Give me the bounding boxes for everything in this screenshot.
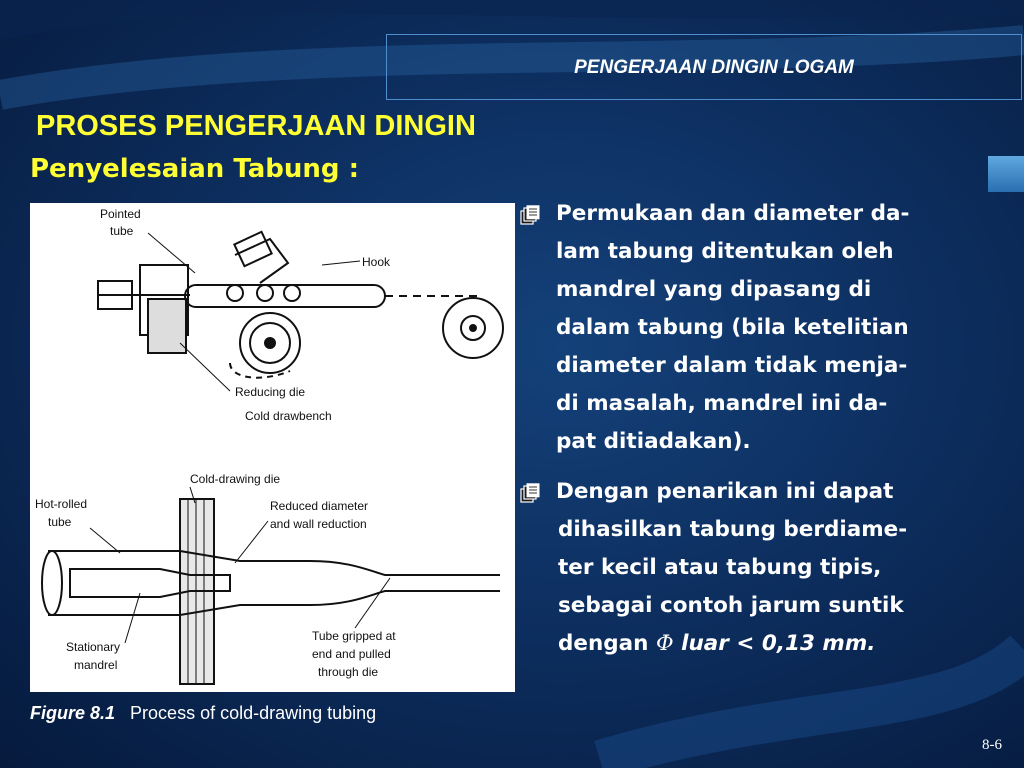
label-cold-drawing-die: Cold-drawing die bbox=[190, 472, 281, 486]
bullet-2-line-2: dihasilkan tabung berdiame- bbox=[558, 517, 908, 542]
document-stack-icon bbox=[520, 483, 540, 503]
bullet-item-1 bbox=[518, 195, 1018, 461]
slide-subtitle: Penyelesaian Tabung : bbox=[30, 154, 359, 184]
label-reduced-diameter: Reduced diameter bbox=[270, 499, 369, 513]
label-tube: tube bbox=[110, 224, 134, 238]
header-title-box bbox=[386, 34, 1022, 100]
figure-caption-text: Process of cold-drawing tubing bbox=[130, 703, 377, 723]
label-hot-rolled-tube: tube bbox=[48, 515, 72, 529]
bullet-1-line-5: diameter dalam tidak menja- bbox=[556, 353, 908, 378]
label-pointed: Pointed bbox=[100, 207, 141, 221]
header-title: PENGERJAAN DINGIN LOGAM bbox=[574, 57, 854, 78]
drawbench-diagram bbox=[98, 232, 503, 378]
bullet-2-line-4: sebagai contoh jarum suntik bbox=[558, 593, 904, 618]
label-through-die: through die bbox=[318, 665, 379, 679]
phi-symbol: Φ bbox=[655, 631, 674, 656]
figure-caption bbox=[30, 703, 376, 724]
label-mandrel: mandrel bbox=[74, 658, 118, 672]
cold-drawing-figure bbox=[30, 203, 515, 692]
bullet-item-2 bbox=[518, 473, 1018, 663]
label-stationary: Stationary bbox=[66, 640, 121, 654]
accent-tab bbox=[988, 156, 1024, 192]
bullet-1-line-1: Permukaan dan diameter da- bbox=[556, 201, 910, 226]
bullet-2-line-5 bbox=[556, 625, 1018, 663]
label-reducing-die: Reducing die bbox=[235, 385, 306, 399]
bullet-2-line-5-prefix: dengan bbox=[558, 631, 649, 656]
label-tube-gripped: Tube gripped at bbox=[312, 629, 396, 643]
bullet-1-line-4: dalam tabung (bila ketelitian bbox=[556, 315, 909, 340]
bullet-list bbox=[518, 195, 1018, 663]
bullet-1-line-6: di masalah, mandrel ini da- bbox=[556, 391, 888, 416]
bullet-2-line-5-emph: luar < 0,13 mm. bbox=[681, 631, 876, 656]
page-number: 8-6 bbox=[982, 737, 1002, 753]
slide-title: PROSES PENGERJAAN DINGIN bbox=[36, 110, 476, 142]
label-hot-rolled: Hot-rolled bbox=[35, 497, 88, 511]
label-wall-reduction: and wall reduction bbox=[270, 517, 367, 531]
bullet-2-line-3: ter kecil atau tabung tipis, bbox=[558, 555, 882, 580]
bullet-1-line-3: mandrel yang dipasang di bbox=[556, 277, 872, 302]
bullet-1-line-2: lam tabung ditentukan oleh bbox=[556, 239, 894, 264]
bullet-1-line-7: pat ditiadakan). bbox=[556, 429, 751, 454]
label-cold-drawbench: Cold drawbench bbox=[245, 409, 332, 423]
bullet-2-line-1: Dengan penarikan ini dapat bbox=[556, 479, 894, 504]
figure-number: Figure 8.1 bbox=[30, 703, 116, 723]
document-stack-icon bbox=[520, 205, 540, 225]
label-end-pulled: end and pulled bbox=[312, 647, 391, 661]
label-hook: Hook bbox=[362, 255, 391, 269]
